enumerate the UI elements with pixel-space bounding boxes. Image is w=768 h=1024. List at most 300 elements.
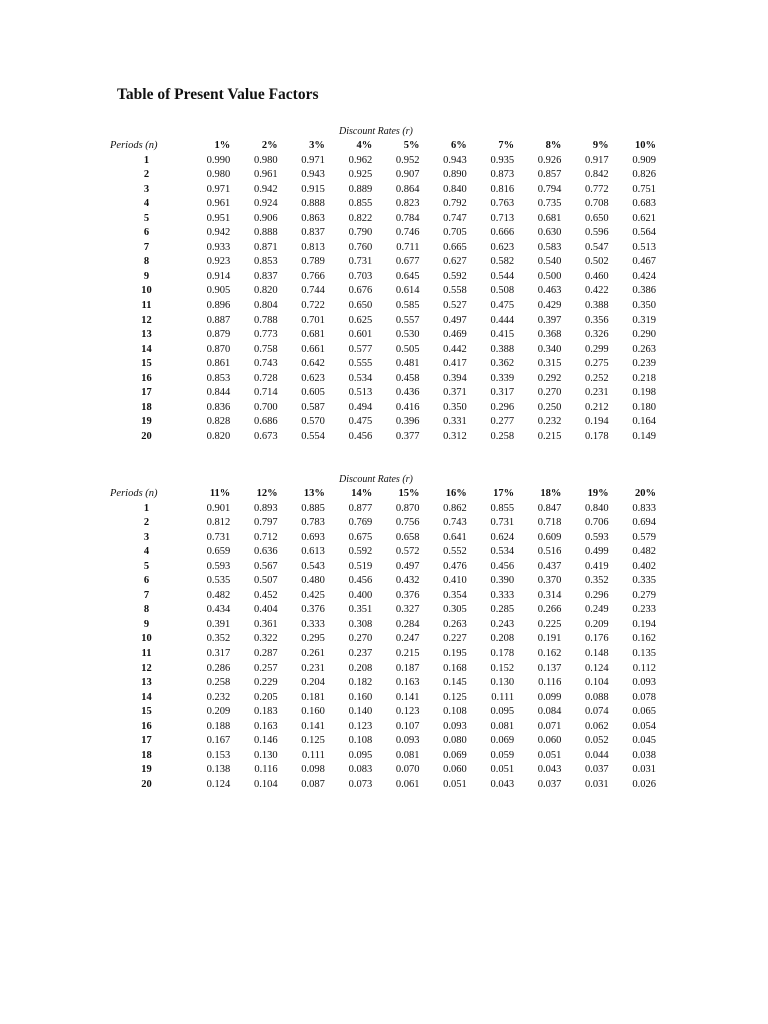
factor-cell: 0.078 [632,691,656,703]
factor-cell: 0.227 [443,633,467,645]
factor-cell: 0.208 [348,662,373,674]
factor-cell: 0.747 [443,212,467,224]
factor-cell: 0.081 [395,749,420,761]
factor-cell: 0.339 [490,372,515,384]
factor-cell: 0.673 [253,430,278,442]
factor-cell: 0.296 [585,589,609,601]
factor-cell: 0.458 [395,372,420,384]
factor-cell: 0.857 [537,169,562,181]
factor-cell: 0.270 [537,387,562,399]
factor-cell: 0.942 [206,227,231,239]
factor-cell: 0.923 [206,256,231,268]
period-cell: 7 [143,241,150,253]
factor-cell: 0.499 [585,546,609,558]
rate-header: 10% [635,140,656,151]
factor-cell: 0.925 [348,169,373,181]
factor-cell: 0.361 [253,618,278,630]
factor-cell: 0.812 [206,517,231,529]
factor-cell: 0.836 [206,401,231,413]
factor-cell: 0.804 [253,300,278,312]
factor-cell: 0.135 [632,648,656,660]
factor-cell: 0.763 [490,198,515,210]
factor-cell: 0.909 [632,154,656,166]
factor-cell: 0.073 [348,778,373,790]
factor-cell: 0.284 [395,618,420,630]
factor-cell: 0.505 [395,343,420,355]
factor-cell: 0.194 [632,618,656,630]
factor-cell: 0.837 [253,270,278,282]
factor-cell: 0.933 [206,241,231,253]
factor-cell: 0.250 [537,401,562,413]
factor-cell: 0.116 [254,764,278,776]
factor-cell: 0.263 [443,618,467,630]
period-cell: 1 [143,502,150,514]
factor-cell: 0.137 [537,662,562,674]
factor-cell: 0.037 [585,764,609,776]
factor-cell: 0.826 [632,169,656,181]
factor-cell: 0.123 [348,720,373,732]
factor-cell: 0.437 [537,560,562,572]
period-cell: 13 [141,329,152,341]
factor-cell: 0.326 [585,329,609,341]
factor-cell: 0.789 [301,256,325,268]
rate-header: 13% [303,488,325,499]
factor-cell: 0.232 [206,691,231,703]
factor-cell: 0.232 [537,416,562,428]
factor-cell: 0.167 [206,735,231,747]
factor-cell: 0.788 [253,314,278,326]
factor-cell: 0.535 [206,575,231,587]
period-cell: 12 [141,662,152,674]
factor-cell: 0.233 [632,604,656,616]
rate-header: 17% [493,488,515,499]
factor-cell: 0.239 [632,358,656,370]
factor-cell: 0.547 [585,241,609,253]
rate-header: 20% [635,488,656,499]
factor-cell: 0.469 [443,329,467,341]
factor-cell: 0.980 [206,169,231,181]
factor-cell: 0.362 [490,358,515,370]
factor-cell: 0.530 [395,329,420,341]
factor-cell: 0.299 [585,343,609,355]
pv-table-2 [110,487,656,792]
factor-cell: 0.436 [395,387,420,399]
factor-cell: 0.513 [632,241,656,253]
factor-cell: 0.863 [301,212,325,224]
factor-cell: 0.098 [301,764,325,776]
factor-cell: 0.104 [585,677,609,689]
factor-cell: 0.731 [490,517,515,529]
factor-cell: 0.694 [632,517,656,529]
factor-cell: 0.376 [395,589,420,601]
factor-cell: 0.677 [395,256,420,268]
period-cell: 5 [143,212,150,224]
rate-header: 15% [398,488,420,499]
factor-cell: 0.544 [490,270,515,282]
factor-cell: 0.180 [632,401,656,413]
factor-cell: 0.840 [585,502,609,514]
factor-cell: 0.627 [443,256,467,268]
factor-cell: 0.516 [537,546,562,558]
factor-cell: 0.178 [585,430,609,442]
factor-cell: 0.061 [395,778,420,790]
factor-cell: 0.286 [206,662,231,674]
table-row [110,589,656,604]
factor-cell: 0.275 [585,358,609,370]
factor-cell: 0.593 [585,531,609,543]
factor-cell: 0.877 [348,502,373,514]
factor-cell: 0.552 [443,546,467,558]
pv-table-1 [110,139,656,444]
factor-cell: 0.889 [348,183,373,195]
factor-cell: 0.907 [395,169,420,181]
factor-cell: 0.756 [395,517,420,529]
factor-cell: 0.290 [632,329,656,341]
factor-cell: 0.943 [301,169,325,181]
factor-cell: 0.650 [585,212,609,224]
factor-cell: 0.500 [537,270,562,282]
factor-cell: 0.350 [443,401,467,413]
factor-cell: 0.693 [301,531,325,543]
table-row [110,531,656,546]
table-row [110,516,656,531]
factor-cell: 0.054 [632,720,656,732]
factor-cell: 0.555 [348,358,373,370]
table-row [110,386,656,401]
rate-header: 19% [587,488,609,499]
factor-cell: 0.519 [348,560,373,572]
factor-cell: 0.683 [632,198,656,210]
period-cell: 7 [143,589,150,601]
factor-cell: 0.060 [443,764,467,776]
periods-header: Periods (n) [110,488,158,499]
factor-cell: 0.315 [537,358,562,370]
factor-cell: 0.497 [395,560,420,572]
factor-cell: 0.340 [537,343,562,355]
factor-cell: 0.706 [585,517,609,529]
rate-header: 16% [445,488,467,499]
factor-cell: 0.218 [632,372,656,384]
table-row [110,691,656,706]
rate-header: 5% [403,140,420,151]
table-row [110,574,656,589]
factor-cell: 0.124 [585,662,609,674]
factor-cell: 0.125 [301,735,325,747]
factor-cell: 0.410 [443,575,467,587]
table-row [110,415,656,430]
factor-cell: 0.681 [537,212,562,224]
factor-cell: 0.760 [348,241,373,253]
factor-cell: 0.915 [301,183,325,195]
factor-cell: 0.388 [490,343,515,355]
factor-cell: 0.279 [632,589,656,601]
factor-cell: 0.885 [301,502,325,514]
period-cell: 17 [141,735,152,747]
period-cell: 3 [143,183,150,195]
factor-cell: 0.557 [395,314,420,326]
factor-cell: 0.642 [301,358,325,370]
factor-cell: 0.305 [443,604,467,616]
factor-cell: 0.130 [253,749,278,761]
factor-cell: 0.237 [348,648,373,660]
factor-cell: 0.317 [206,648,231,660]
period-cell: 14 [141,691,152,703]
factor-cell: 0.080 [443,735,467,747]
factor-cell: 0.108 [443,706,467,718]
factor-cell: 0.794 [537,183,562,195]
factor-cell: 0.942 [253,183,278,195]
factor-cell: 0.540 [537,256,562,268]
factor-cell: 0.508 [490,285,515,297]
table-row [110,720,656,735]
factor-cell: 0.231 [585,387,609,399]
factor-cell: 0.822 [348,212,373,224]
table-row [110,676,656,691]
factor-cell: 0.095 [348,749,373,761]
factor-cell: 0.905 [206,285,231,297]
factor-cell: 0.980 [253,154,278,166]
factor-cell: 0.497 [443,314,467,326]
period-cell: 14 [141,343,152,355]
factor-cell: 0.285 [490,604,515,616]
factor-cell: 0.335 [632,575,656,587]
table-row [110,168,656,183]
factor-cell: 0.093 [395,735,420,747]
factor-cell: 0.659 [206,546,231,558]
factor-cell: 0.352 [585,575,609,587]
factor-cell: 0.917 [585,154,609,166]
factor-cell: 0.051 [490,764,515,776]
table-row [110,284,656,299]
factor-cell: 0.051 [443,778,467,790]
factor-cell: 0.456 [490,560,515,572]
factor-cell: 0.623 [490,241,515,253]
factor-cell: 0.065 [632,706,656,718]
factor-cell: 0.482 [632,546,656,558]
factor-cell: 0.356 [585,314,609,326]
factor-cell: 0.434 [206,604,231,616]
factor-cell: 0.847 [537,502,562,514]
factor-cell: 0.045 [632,735,656,747]
period-cell: 10 [141,285,152,297]
factor-cell: 0.746 [395,227,420,239]
factor-cell: 0.163 [253,720,278,732]
factor-cell: 0.585 [395,300,420,312]
factor-cell: 0.183 [253,706,278,718]
factor-cell: 0.088 [585,691,609,703]
factor-cell: 0.676 [348,285,373,297]
table-row [110,299,656,314]
factor-cell: 0.751 [632,183,656,195]
factor-cell: 0.191 [537,633,562,645]
table-row [110,212,656,227]
factor-cell: 0.108 [348,735,373,747]
factor-cell: 0.712 [253,531,278,543]
factor-cell: 0.194 [585,416,609,428]
factor-cell: 0.104 [253,778,278,790]
factor-cell: 0.422 [585,285,609,297]
period-cell: 2 [143,169,150,181]
factor-cell: 0.820 [206,430,231,442]
factor-cell: 0.181 [301,691,325,703]
factor-cell: 0.475 [348,416,373,428]
factor-cell: 0.182 [348,677,373,689]
rate-header: 11% [209,488,231,499]
factor-cell: 0.331 [443,416,467,428]
factor-cell: 0.123 [395,706,420,718]
factor-cell: 0.212 [585,401,609,413]
factor-cell: 0.661 [301,343,325,355]
table-row [110,662,656,677]
factor-cell: 0.071 [537,720,562,732]
table-row [110,183,656,198]
rate-header: 9% [592,140,609,151]
factor-cell: 0.249 [585,604,609,616]
table-row [110,603,656,618]
factor-cell: 0.145 [443,677,467,689]
factor-cell: 0.790 [348,227,373,239]
rate-header: 14% [351,488,373,499]
factor-cell: 0.686 [253,416,278,428]
factor-cell: 0.592 [443,270,467,282]
factor-cell: 0.456 [348,430,373,442]
factor-cell: 0.480 [301,575,325,587]
factor-cell: 0.844 [206,387,231,399]
factor-cell: 0.258 [490,430,515,442]
factor-cell: 0.140 [348,706,373,718]
period-cell: 16 [141,720,152,732]
table-row [110,763,656,778]
factor-cell: 0.926 [537,154,562,166]
factor-cell: 0.962 [348,154,373,166]
table-row [110,154,656,169]
factor-cell: 0.961 [206,198,231,210]
factor-cell: 0.044 [585,749,609,761]
period-cell: 19 [141,764,152,776]
factor-cell: 0.567 [253,560,278,572]
period-cell: 5 [143,560,150,572]
factor-cell: 0.247 [395,633,420,645]
factor-cell: 0.613 [301,546,325,558]
factor-cell: 0.295 [301,633,325,645]
factor-cell: 0.052 [585,735,609,747]
table-row [110,430,656,445]
factor-cell: 0.681 [301,329,325,341]
factor-cell: 0.582 [490,256,515,268]
factor-cell: 0.138 [206,764,231,776]
period-cell: 12 [141,314,152,326]
factor-cell: 0.153 [206,749,231,761]
period-cell: 15 [141,706,152,718]
factor-cell: 0.605 [301,387,325,399]
factor-cell: 0.579 [632,531,656,543]
factor-cell: 0.388 [585,300,609,312]
factor-cell: 0.416 [395,401,420,413]
period-cell: 16 [141,372,152,384]
period-cell: 6 [143,575,150,587]
factor-cell: 0.059 [490,749,515,761]
factor-cell: 0.205 [253,691,278,703]
factor-cell: 0.162 [632,633,656,645]
table-row [110,197,656,212]
factor-cell: 0.266 [537,604,562,616]
factor-cell: 0.099 [537,691,562,703]
factor-cell: 0.160 [301,706,325,718]
factor-cell: 0.187 [395,662,420,674]
table-row [110,314,656,329]
factor-cell: 0.624 [490,531,515,543]
factor-cell: 0.352 [206,633,231,645]
factor-cell: 0.888 [301,198,325,210]
factor-cell: 0.906 [253,212,278,224]
factor-cell: 0.229 [253,677,278,689]
factor-cell: 0.971 [301,154,325,166]
factor-cell: 0.292 [537,372,562,384]
period-cell: 11 [141,300,152,312]
factor-cell: 0.043 [537,764,562,776]
factor-cell: 0.152 [490,662,515,674]
factor-cell: 0.703 [348,270,373,282]
factor-cell: 0.419 [585,560,609,572]
factor-cell: 0.111 [302,749,325,761]
factor-cell: 0.425 [301,589,325,601]
factor-cell: 0.402 [632,560,656,572]
rate-header: 8% [545,140,562,151]
table-row [110,734,656,749]
factor-cell: 0.432 [395,575,420,587]
factor-cell: 0.111 [491,691,515,703]
factor-cell: 0.583 [537,241,562,253]
discount-rates-caption: Discount Rates (r) [339,126,413,137]
table-row [110,343,656,358]
factor-cell: 0.507 [253,575,278,587]
factor-cell: 0.861 [206,358,231,370]
factor-cell: 0.146 [253,735,278,747]
factor-cell: 0.327 [395,604,420,616]
factor-cell: 0.601 [348,329,373,341]
table-row [110,372,656,387]
factor-cell: 0.333 [490,589,515,601]
factor-cell: 0.534 [490,546,515,558]
factor-cell: 0.070 [395,764,420,776]
factor-cell: 0.354 [443,589,467,601]
period-cell: 2 [143,517,150,529]
factor-cell: 0.482 [206,589,231,601]
table-row [110,749,656,764]
table-row [110,502,656,517]
factor-cell: 0.564 [632,227,656,239]
factor-cell: 0.209 [585,618,609,630]
factor-cell: 0.087 [301,778,325,790]
factor-cell: 0.195 [443,648,467,660]
period-cell: 20 [141,778,152,790]
factor-cell: 0.442 [443,343,467,355]
factor-cell: 0.935 [490,154,515,166]
rate-header: 3% [309,140,325,151]
factor-cell: 0.164 [632,416,656,428]
factor-cell: 0.130 [490,677,515,689]
rate-header: 2% [261,140,278,151]
factor-cell: 0.208 [490,633,515,645]
table-row [110,401,656,416]
factor-cell: 0.951 [206,212,231,224]
factor-cell: 0.031 [632,764,656,776]
factor-cell: 0.731 [348,256,373,268]
factor-cell: 0.758 [253,343,278,355]
factor-cell: 0.377 [395,430,420,442]
factor-cell: 0.971 [206,183,231,195]
factor-cell: 0.666 [490,227,515,239]
